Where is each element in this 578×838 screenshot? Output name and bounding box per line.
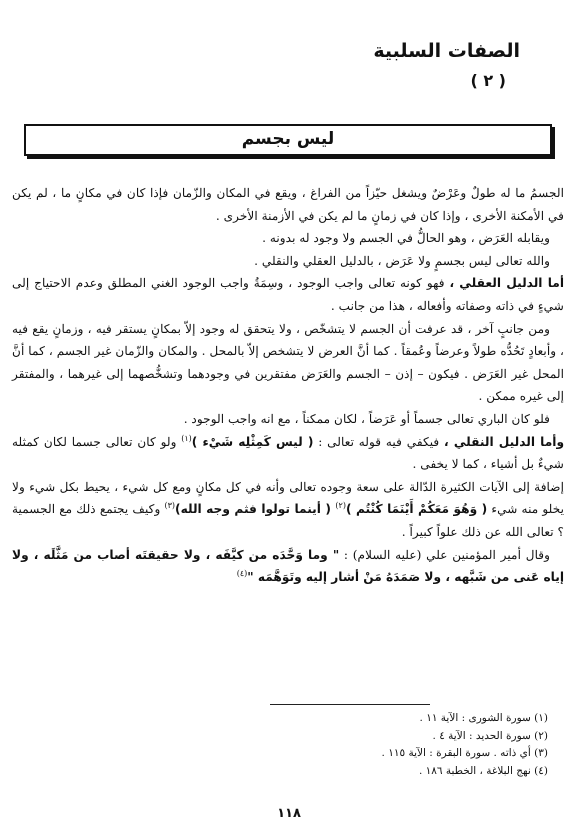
quran-quote-3: ( أينما تولوا فثم وجه الله) [175,502,336,517]
chapter-number: ( ٢ ) [470,71,506,90]
chapter-title: الصفات السلبية [373,40,520,62]
paragraph-accident: ويقابله العَرَض ، وهو الحالُّ في الجسم ولا وجود له بدونه . [262,231,550,246]
paragraph-thesis: والله تعالى ليس بجسمٍ ولا عَرَض ، بالدليل العقلي والنقلي . [254,253,550,268]
footnote-1: (١) سورة الشورى : الآية ١١ . [419,712,548,724]
verses-cont: وكيف يجتمع ذلك مع الجسمية ؟ تعالى الله عن ذلك علواً كبيراً . [12,502,564,539]
hadith-quote: " وما وَحَّدَه من كيَّفَه ، ولا حقيقتَه أصاب من مَثَّلَه ، ولا إياه عَنى من شَبَّهه ، ولا صَمَدَهُ مَنْ أشار إليه وتَوَهَّمَه " [12,547,564,585]
quran-quote-1: ( ليس كَمِثْلِه شَيْء ) [191,434,314,449]
footnote-4: (٤) نهج البلاغة ، الخطبة ١٨٦ . [418,764,548,777]
footnote-2: (٢) سورة الحديد : الآية ٤ . [432,729,548,742]
rational-proof-text: فهو كونه تعالى واجب الوجود ، وسِمَةُ واجب الوجود الغني المطلق وعدم الاحتياج إلى شيءٍ في ذاته وصفاته وأفعاله ، هذا من جانب . [12,276,564,313]
paragraph-definition: الجسمُ ما له طولٌ وعَرْضٌ ويشغل حيّزاً من الفراغ ، ويقع في المكان والزّمان فإذا كان في مكانٍ ما ، لم يكن في الأمكنة الأخرى ، وإذا كان في زمانٍ ما لم يكن في الأزمنة الأخرى . [12,186,564,223]
textual-proof-text: فيكفي فيه قوله تعالى : [313,434,445,449]
footnote-ref-2: (٢) [335,501,346,511]
footnote-ref-1: (١) [181,433,192,443]
paragraph-dependence: ومن جانبٍ آخر ، قد عرفت أن الجسم لا يتشخّص ، ولا يتحقق له وجود إلاّ بمكانٍ يستقر فيه ، وزمانٍ يقع فيه ، وأبعادٍ تَحُدُّه طولاً وعرضاً وعُمقاً . كما أنَّ العرض لا يتشخص إلاّ بالمحل . والمكان والزّمان غير الجسم ، كما أنَّ المحل غير العَرَض . فيكون – إذن – الجسم والعَرَض مفتقرين في وجودهما وتشخُّصهما إلى غيرهما ، والمفتقر إلى غيره ممكن . [12,321,564,404]
footnote-3: (٣) أي ذاته . سورة البقرة : الآية ١١٥ . [381,747,548,760]
paragraph-textual-proof [12,431,564,476]
footnote-ref-4: (٤) [236,569,248,579]
rational-proof-lead: أما الدليل العقلي ، [449,276,565,291]
quran-quote-2: ( وَهُوَ مَعَكُمْ أَيْنَمَا كُنْتُم ) [345,502,488,517]
paragraph-verses [12,476,564,544]
body-text [12,182,564,589]
footnote-ref-3: (٣) [164,501,176,511]
paragraph-conclusion: فلو كان الباري تعالى جسماً أو عَرَضاً ، لكان ممكناً ، مع انه واجب الوجود . [183,411,550,426]
footnote-divider [270,704,430,705]
hadith-intro: وقال أمير المؤمنين علي (عليه السلام) : [339,547,551,562]
textual-proof-lead: وأما الدليل النقلي ، [444,434,565,449]
section-title-box [24,124,552,156]
paragraph-rational-proof [12,272,564,317]
verses-text: إضافة إلى الآيات الكثيرة الدّالة على سعة وجوده تعالى وأنه في كل مكانٍ ومع كل شيء ، يحيط بكل شيء ولا يخلو منه شيء [12,479,564,517]
paragraph-hadith [12,544,564,589]
footnotes [382,710,548,780]
page-number: ١١٨ [277,806,301,821]
textual-proof-cont: ولو كان تعالى جسما لكان كمثله شيءٌ بل أشياء ، كما لا يخفى . [12,434,564,472]
section-title: ليس بجسم [241,129,335,149]
